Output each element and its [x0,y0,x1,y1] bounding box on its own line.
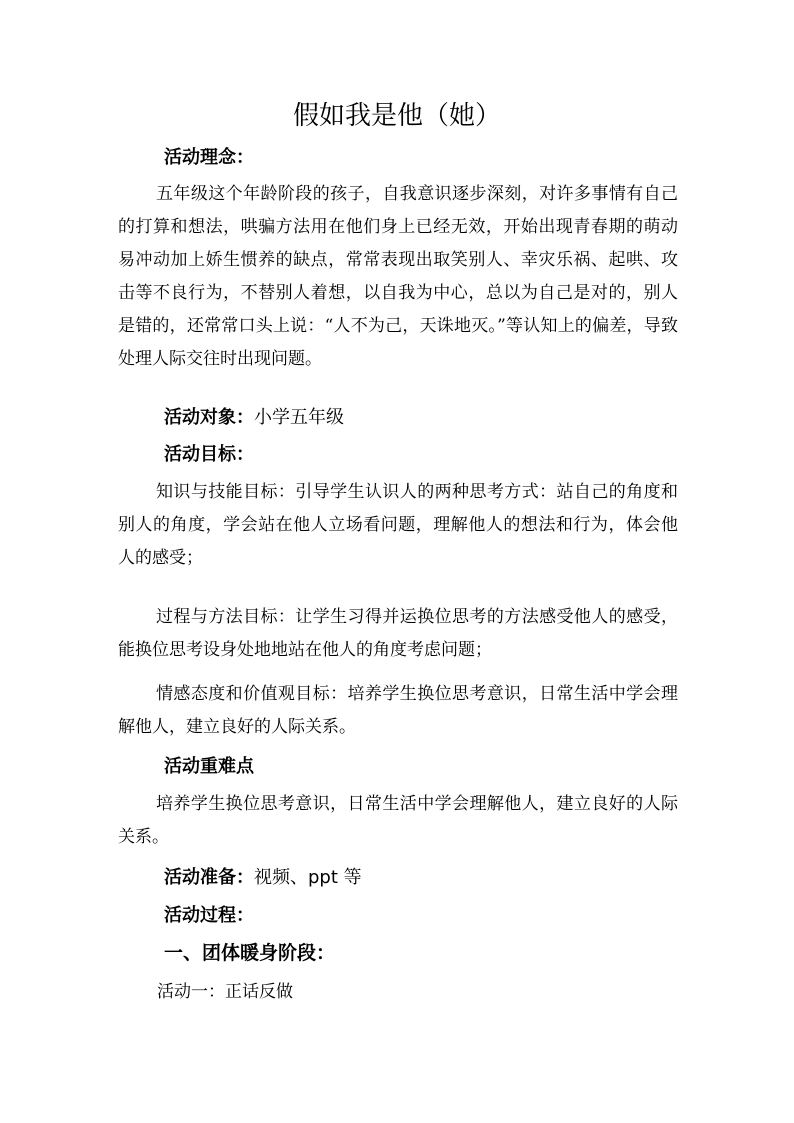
keypoints-paragraph: 培养学生换位思考意识，日常生活中学会理解他人，建立良好的人际关系。 [118,794,678,847]
keypoints-heading: 活动重难点 [164,756,254,777]
preparation-line [164,863,362,893]
philosophy-heading: 活动理念： [164,147,254,168]
preparation-heading: 活动准备： [164,867,254,888]
process-heading: 活动过程： [164,905,254,926]
goal-emotion-paragraph: 情感态度和价值观目标：培养学生换位思考意识，日常生活中学会理解他人，建立良好的人际关系。 [118,684,678,737]
goals-heading: 活动目标： [164,444,254,465]
target-line [164,403,344,433]
philosophy-paragraph: 五年级这个年龄阶段的孩子，自我意识逐步深刻，对许多事情有自己的打算和想法，哄骗方法用在他们身上已经无效，开始出现青春期的萌动易冲动加上娇生惯养的缺点，常常表现出取笑别人、幸灾乐祸、起哄、攻击等不良行为，不替别人着想，以自我为中心，总以为自己是对的，别人是错的，还常常口头上说：“人不为己，天诛地灭。”等认知上的偏差，导致处理人际交往时出现问题。 [118,184,678,369]
target-value: 小学五年级 [254,407,344,428]
goal-process-paragraph: 过程与方法目标：让学生习得并运换位思考的方法感受他人的感受，能换位思考设身处地地站在他人的角度考虑问题； [118,607,678,660]
goal-knowledge-paragraph: 知识与技能目标：引导学生认识人的两种思考方式：站自己的角度和别人的角度，学会站在他人立场看问题，理解他人的想法和行为，体会他人的感受； [118,482,678,568]
target-heading: 活动对象： [164,407,254,428]
activity-one-line: 活动一：正话反做 [157,982,293,1002]
stage-one-heading: 一、团体暖身阶段： [164,942,336,964]
document-title: 假如我是他（她） [292,101,501,131]
preparation-value: 视频、ppt 等 [254,867,362,888]
